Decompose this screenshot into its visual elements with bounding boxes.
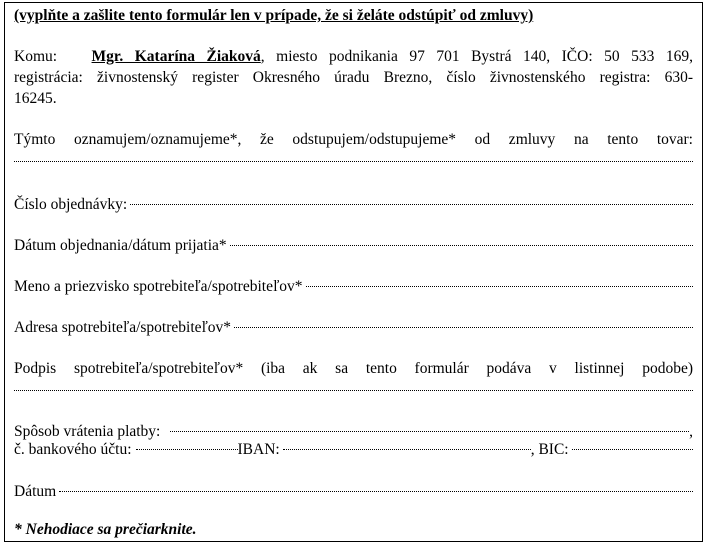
date-row [14, 482, 693, 502]
withdrawal-form [4, 2, 703, 542]
footnote: * Nehodiace sa prečiarknite. [14, 521, 197, 538]
order-date-row [14, 236, 693, 256]
consumer-address-row [14, 318, 693, 338]
form-heading: (vyplňte a zašlite tento formulár len v prípade, že si želáte odstúpiť od zmluvy) [14, 7, 534, 24]
order-number-row [14, 195, 693, 215]
date-input-line[interactable] [59, 491, 693, 492]
goods-input-line[interactable] [14, 161, 693, 162]
recipient-line-2: registrácia: živnostenský register Okresného úradu Brezno, číslo živnostenského registra: 630- [14, 69, 693, 86]
consumer-name-row [14, 277, 693, 297]
refund-method-label: Spôsob vrátenia platby: [14, 423, 161, 440]
order-date-label: Dátum objednania/dátum prijatia* [14, 237, 227, 254]
consumer-address-label: Adresa spotrebiteľa/spotrebiteľov* [14, 319, 232, 336]
recipient-line-3: 16245. [14, 90, 57, 107]
bank-account-row [14, 440, 693, 460]
consumer-name-input-line[interactable] [306, 286, 693, 287]
recipient-details: , miesto podnikania 97 701 Bystrá 140, IČO: 50 533 169, [260, 48, 693, 65]
bic-input-line[interactable] [572, 449, 693, 450]
refund-method-comma: , [689, 423, 693, 440]
recipient-prefix: Komu: [14, 48, 58, 65]
date-label: Dátum [14, 483, 57, 500]
signature-label: Podpis spotrebiteľa/spotrebiteľov* (iba ak sa tento formulár podáva v listinnej podobe) [14, 360, 693, 377]
bic-label: , BIC: [530, 441, 569, 458]
refund-method-input-line[interactable] [170, 431, 689, 432]
order-number-label: Číslo objednávky: [14, 196, 128, 213]
order-date-input-line[interactable] [230, 245, 693, 246]
order-number-input-line[interactable] [130, 204, 693, 205]
refund-method-row [14, 422, 693, 442]
consumer-name-label: Meno a priezvisko spotrebiteľa/spotrebiteľov* [14, 278, 303, 295]
signature-input-line[interactable] [14, 390, 693, 391]
consumer-address-input-line[interactable] [234, 327, 693, 328]
iban-input-line[interactable] [283, 449, 531, 450]
iban-label: IBAN: [237, 441, 280, 458]
withdrawal-statement: Týmto oznamujem/oznamujeme*, že odstupujem/odstupujeme* od zmluvy na tento tovar: [14, 131, 693, 148]
bank-account-label: č. bankového účtu: [14, 441, 132, 458]
recipient-line-1 [14, 47, 693, 67]
recipient-name: Mgr. Katarína Žiaková [91, 48, 261, 65]
bank-account-input-line[interactable] [136, 449, 238, 450]
